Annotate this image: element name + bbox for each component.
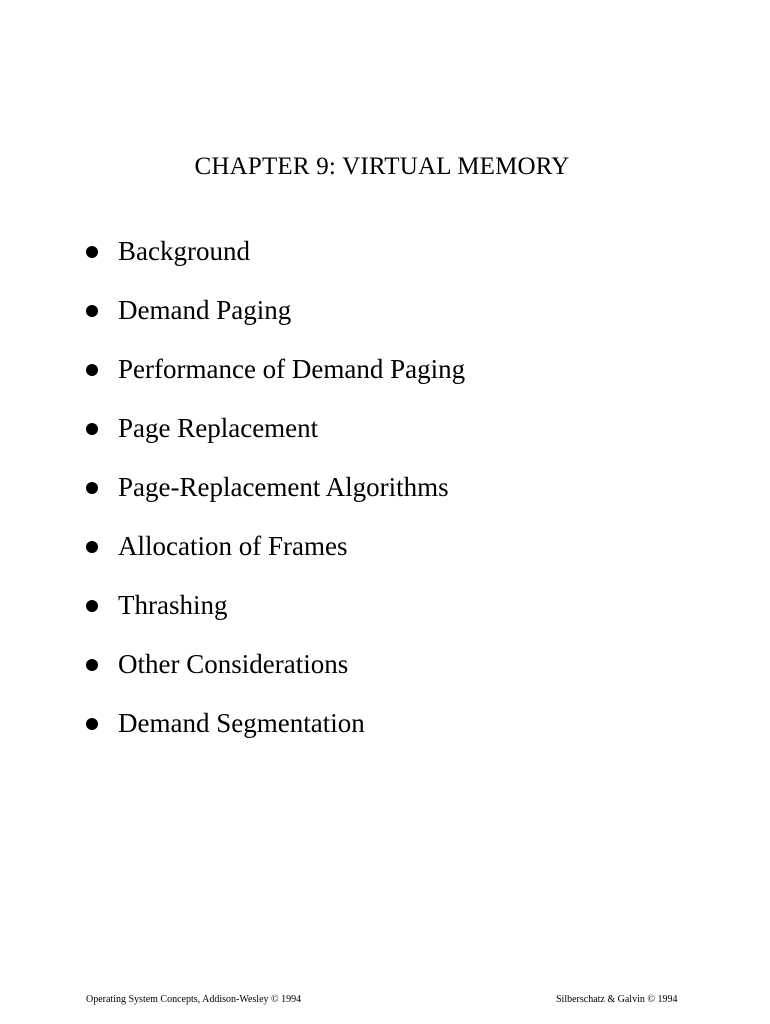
bullet-icon [86,246,98,258]
bullet-icon [86,600,98,612]
topic-label: Allocation of Frames [118,531,348,561]
list-item [84,292,465,351]
bullet-icon [86,659,98,671]
footer-left-text: Operating System Concepts, Addison-Wesley © 1994 [86,994,302,1005]
topic-label: Page-Replacement Algorithms [118,472,449,502]
bullet-icon [86,305,98,317]
list-item [84,587,465,646]
page-title: CHAPTER 9: VIRTUAL MEMORY [194,153,570,180]
bullet-icon [86,364,98,376]
bullet-icon [86,718,98,730]
footer-right-text: Silberschatz & Galvin © 1994 [556,994,678,1005]
topic-label: Thrashing [118,590,228,620]
topic-label: Other Considerations [118,649,349,679]
topic-list [84,233,465,764]
topic-label: Demand Segmentation [118,708,365,738]
topic-label: Page Replacement [118,413,319,443]
list-item [84,528,465,587]
list-item [84,233,465,292]
topic-label: Performance of Demand Paging [118,354,466,384]
bullet-icon [86,541,98,553]
list-item [84,410,465,469]
topic-label: Demand Paging [118,295,292,325]
bullet-icon [86,482,98,494]
list-item [84,705,465,764]
list-item [84,469,465,528]
list-item [84,646,465,705]
bullet-icon [86,423,98,435]
topic-label: Background [118,236,250,266]
list-item [84,351,465,410]
